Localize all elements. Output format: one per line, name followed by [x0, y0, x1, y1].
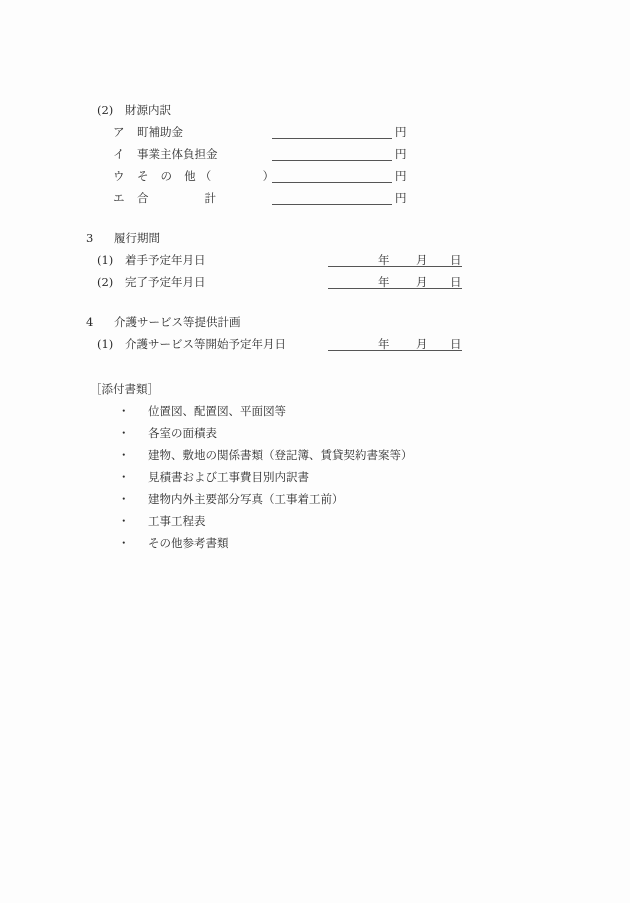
attachment-list-item [118, 448, 413, 462]
funding-item-marker: エ [113, 191, 125, 205]
funding-item-label: 合 計 [137, 191, 227, 205]
funding-item-marker: ウ [113, 169, 125, 183]
service-item-marker: (1) [97, 337, 114, 351]
bullet-icon: ・ [118, 426, 130, 440]
bullet-icon: ・ [118, 448, 130, 462]
funding-amount-unit: 円 [395, 191, 407, 205]
funding-item-row [113, 147, 218, 161]
funding-item-row [113, 191, 227, 205]
funding-amount-unit: 円 [395, 169, 407, 183]
funding-item-marker: イ [113, 147, 125, 161]
funding-item-label: 事業主体負担金 [137, 147, 218, 161]
attachment-list-item [118, 470, 309, 484]
attachment-list-item [118, 514, 206, 528]
attachment-item-label: 工事工程表 [148, 514, 206, 528]
date-day-unit: 日 [450, 253, 462, 267]
date-year-unit: 年 [378, 337, 390, 351]
term-item-row [97, 275, 206, 289]
funding-item-marker: ア [113, 125, 125, 139]
term-section-number: 3 [86, 231, 94, 245]
service-section-title: 介護サービス等提供計画 [114, 315, 241, 329]
attachment-item-label: 各室の面積表 [148, 426, 217, 440]
attachments-heading: ［添付書類］ [90, 382, 159, 396]
date-day-unit: 日 [450, 337, 462, 351]
attachment-item-label: その他参考書類 [148, 536, 229, 550]
funding-item-label: そ の 他（ ） [137, 169, 279, 183]
attachment-list-item [118, 404, 286, 418]
term-end-date-rule[interactable] [328, 288, 462, 289]
bullet-icon: ・ [118, 536, 130, 550]
funding-amount-rule[interactable] [272, 138, 392, 139]
term-section-heading [86, 231, 160, 245]
date-month-unit: 月 [416, 275, 428, 289]
funding-amount-rule[interactable] [272, 204, 392, 205]
service-item-row [97, 337, 286, 351]
attachment-list-item [118, 492, 344, 506]
attachment-item-label: 建物内外主要部分写真（工事着工前） [148, 492, 344, 506]
date-month-unit: 月 [416, 253, 428, 267]
service-item-label: 介護サービス等開始予定年月日 [125, 337, 286, 351]
attachment-item-label: 見積書および工事費目別内訳書 [148, 470, 309, 484]
term-item-marker: (1) [97, 253, 114, 267]
bullet-icon: ・ [118, 404, 130, 418]
term-item-label: 完了予定年月日 [125, 275, 206, 289]
attachment-item-label: 位置図、配置図、平面図等 [148, 404, 286, 418]
service-section-number: 4 [86, 315, 94, 329]
attachment-list-item [118, 426, 217, 440]
attachment-list-item [118, 536, 229, 550]
funding-section-title: 財源内訳 [125, 103, 171, 117]
date-day-unit: 日 [450, 275, 462, 289]
service-section-heading [86, 315, 241, 329]
bullet-icon: ・ [118, 492, 130, 506]
term-item-marker: (2) [97, 275, 114, 289]
funding-item-row [113, 169, 278, 183]
bullet-icon: ・ [118, 514, 130, 528]
term-item-label: 着手予定年月日 [125, 253, 206, 267]
funding-amount-rule[interactable] [272, 160, 392, 161]
date-month-unit: 月 [416, 337, 428, 351]
funding-amount-rule[interactable] [272, 182, 392, 183]
funding-amount-unit: 円 [395, 125, 407, 139]
term-item-row [97, 253, 206, 267]
attachment-item-label: 建物、敷地の関係書類（登記簿、賃貸契約書案等） [148, 448, 413, 462]
service-start-date-rule[interactable] [328, 350, 462, 351]
term-section-title: 履行期間 [114, 231, 160, 245]
date-year-unit: 年 [378, 253, 390, 267]
funding-item-label: 町補助金 [137, 125, 183, 139]
bullet-icon: ・ [118, 470, 130, 484]
funding-item-row [113, 125, 183, 139]
date-year-unit: 年 [378, 275, 390, 289]
funding-section-heading [97, 103, 171, 117]
term-start-date-rule[interactable] [328, 266, 462, 267]
funding-amount-unit: 円 [395, 147, 407, 161]
funding-section-number: (2) [97, 103, 114, 117]
